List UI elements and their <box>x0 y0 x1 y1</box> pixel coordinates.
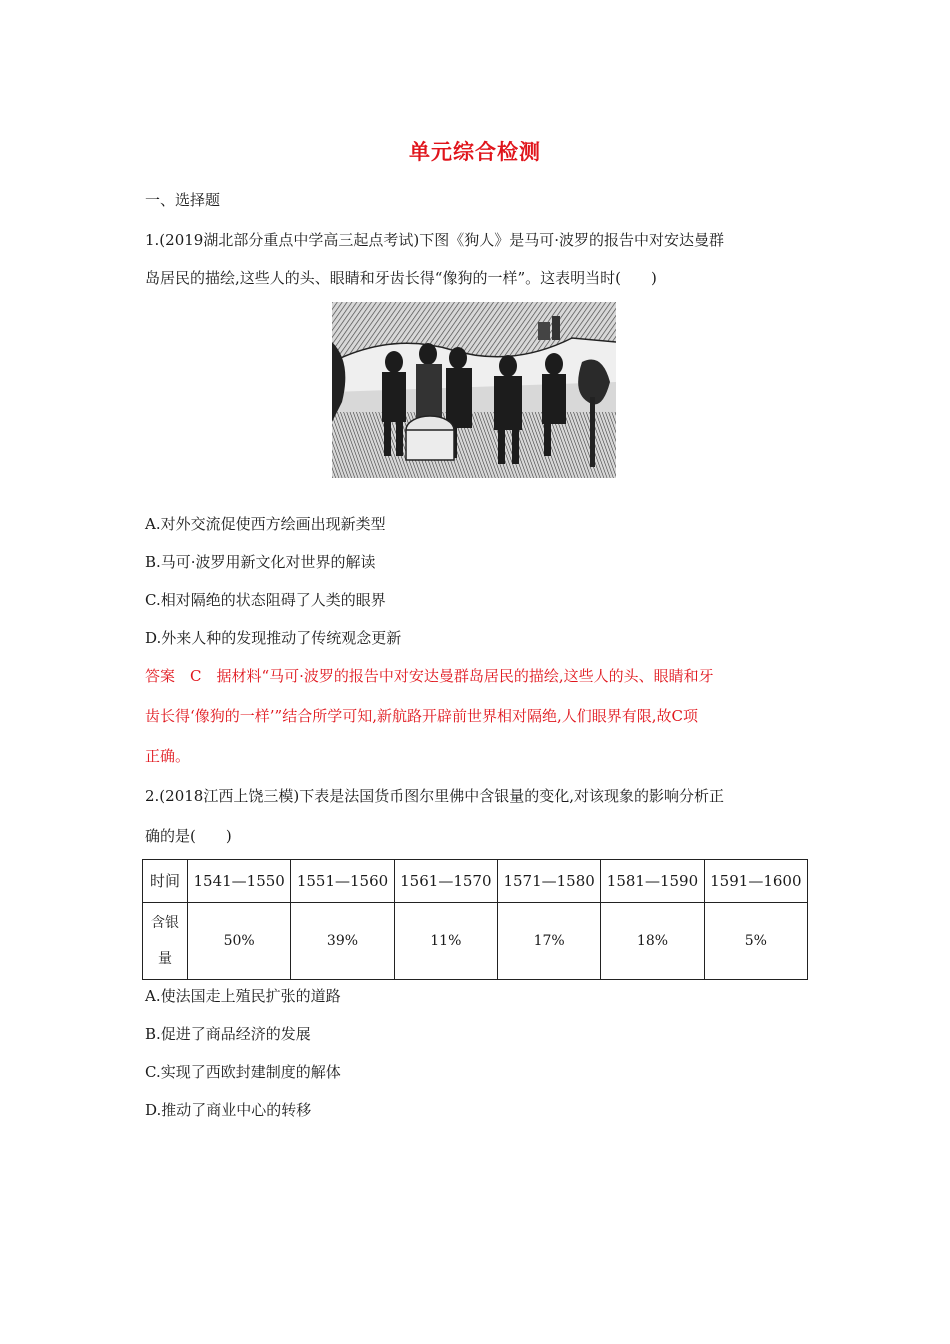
silver-content-table <box>142 859 808 980</box>
q2-option-c: C.实现了西欧封建制度的解体 <box>145 1063 341 1081</box>
q1-option-a: A.对外交流促使西方绘画出现新类型 <box>145 515 386 533</box>
q1-answer-line-1: 答案 C 据材料“马可·波罗的报告中对安达曼群岛居民的描绘,这些人的头、眼睛和牙 <box>145 667 714 685</box>
q1-option-b: B.马可·波罗用新文化对世界的解读 <box>145 553 376 571</box>
silver-cell: 5% <box>704 903 807 980</box>
silver-label-2: 量 <box>158 951 172 967</box>
q1-stem-line-1: 1.(2019湖北部分重点中学高三起点考试)下图《狗人》是马可·波罗的报告中对安达曼群 <box>145 231 724 249</box>
silver-cell: 11% <box>394 903 497 980</box>
silver-header-cell <box>143 903 188 980</box>
table-row <box>143 860 808 903</box>
period-cell: 1591—1600 <box>704 860 807 903</box>
q1-option-d: D.外来人种的发现推动了传统观念更新 <box>145 629 402 647</box>
table-row <box>143 903 808 980</box>
q2-option-a: A.使法国走上殖民扩张的道路 <box>145 987 341 1005</box>
period-cell: 1581—1590 <box>601 860 704 903</box>
q2-stem-line-1: 2.(2018江西上饶三模)下表是法国货币图尔里佛中含银量的变化,对该现象的影响分析正 <box>145 787 724 805</box>
period-cell: 1551—1560 <box>291 860 394 903</box>
silver-label-1: 含银 <box>151 915 179 931</box>
period-cell: 1561—1570 <box>394 860 497 903</box>
q1-stem-line-2: 岛居民的描绘,这些人的头、眼睛和牙齿长得“像狗的一样”。这表明当时( ) <box>145 269 657 287</box>
q2-stem-line-2: 确的是( ) <box>145 827 232 845</box>
silver-cell: 39% <box>291 903 394 980</box>
q2-option-d: D.推动了商业中心的转移 <box>145 1101 312 1119</box>
dog-men-illustration <box>332 302 616 478</box>
period-cell: 1571—1580 <box>497 860 600 903</box>
period-cell: 1541—1550 <box>188 860 291 903</box>
period-header-cell: 时间 <box>143 860 188 903</box>
silver-cell: 18% <box>601 903 704 980</box>
page-title: 单元综合检测 <box>409 140 541 164</box>
silver-cell: 50% <box>188 903 291 980</box>
q2-option-b: B.促进了商品经济的发展 <box>145 1025 311 1043</box>
q1-option-c: C.相对隔绝的状态阻碍了人类的眼界 <box>145 591 386 609</box>
section-heading: 一、选择题 <box>145 191 221 209</box>
q1-answer-line-3: 正确。 <box>145 747 191 765</box>
q1-answer-line-2: 齿长得‘像狗的一样’”结合所学可知,新航路开辟前世界相对隔绝,人们眼界有限,故C项 <box>145 707 698 725</box>
silver-cell: 17% <box>497 903 600 980</box>
